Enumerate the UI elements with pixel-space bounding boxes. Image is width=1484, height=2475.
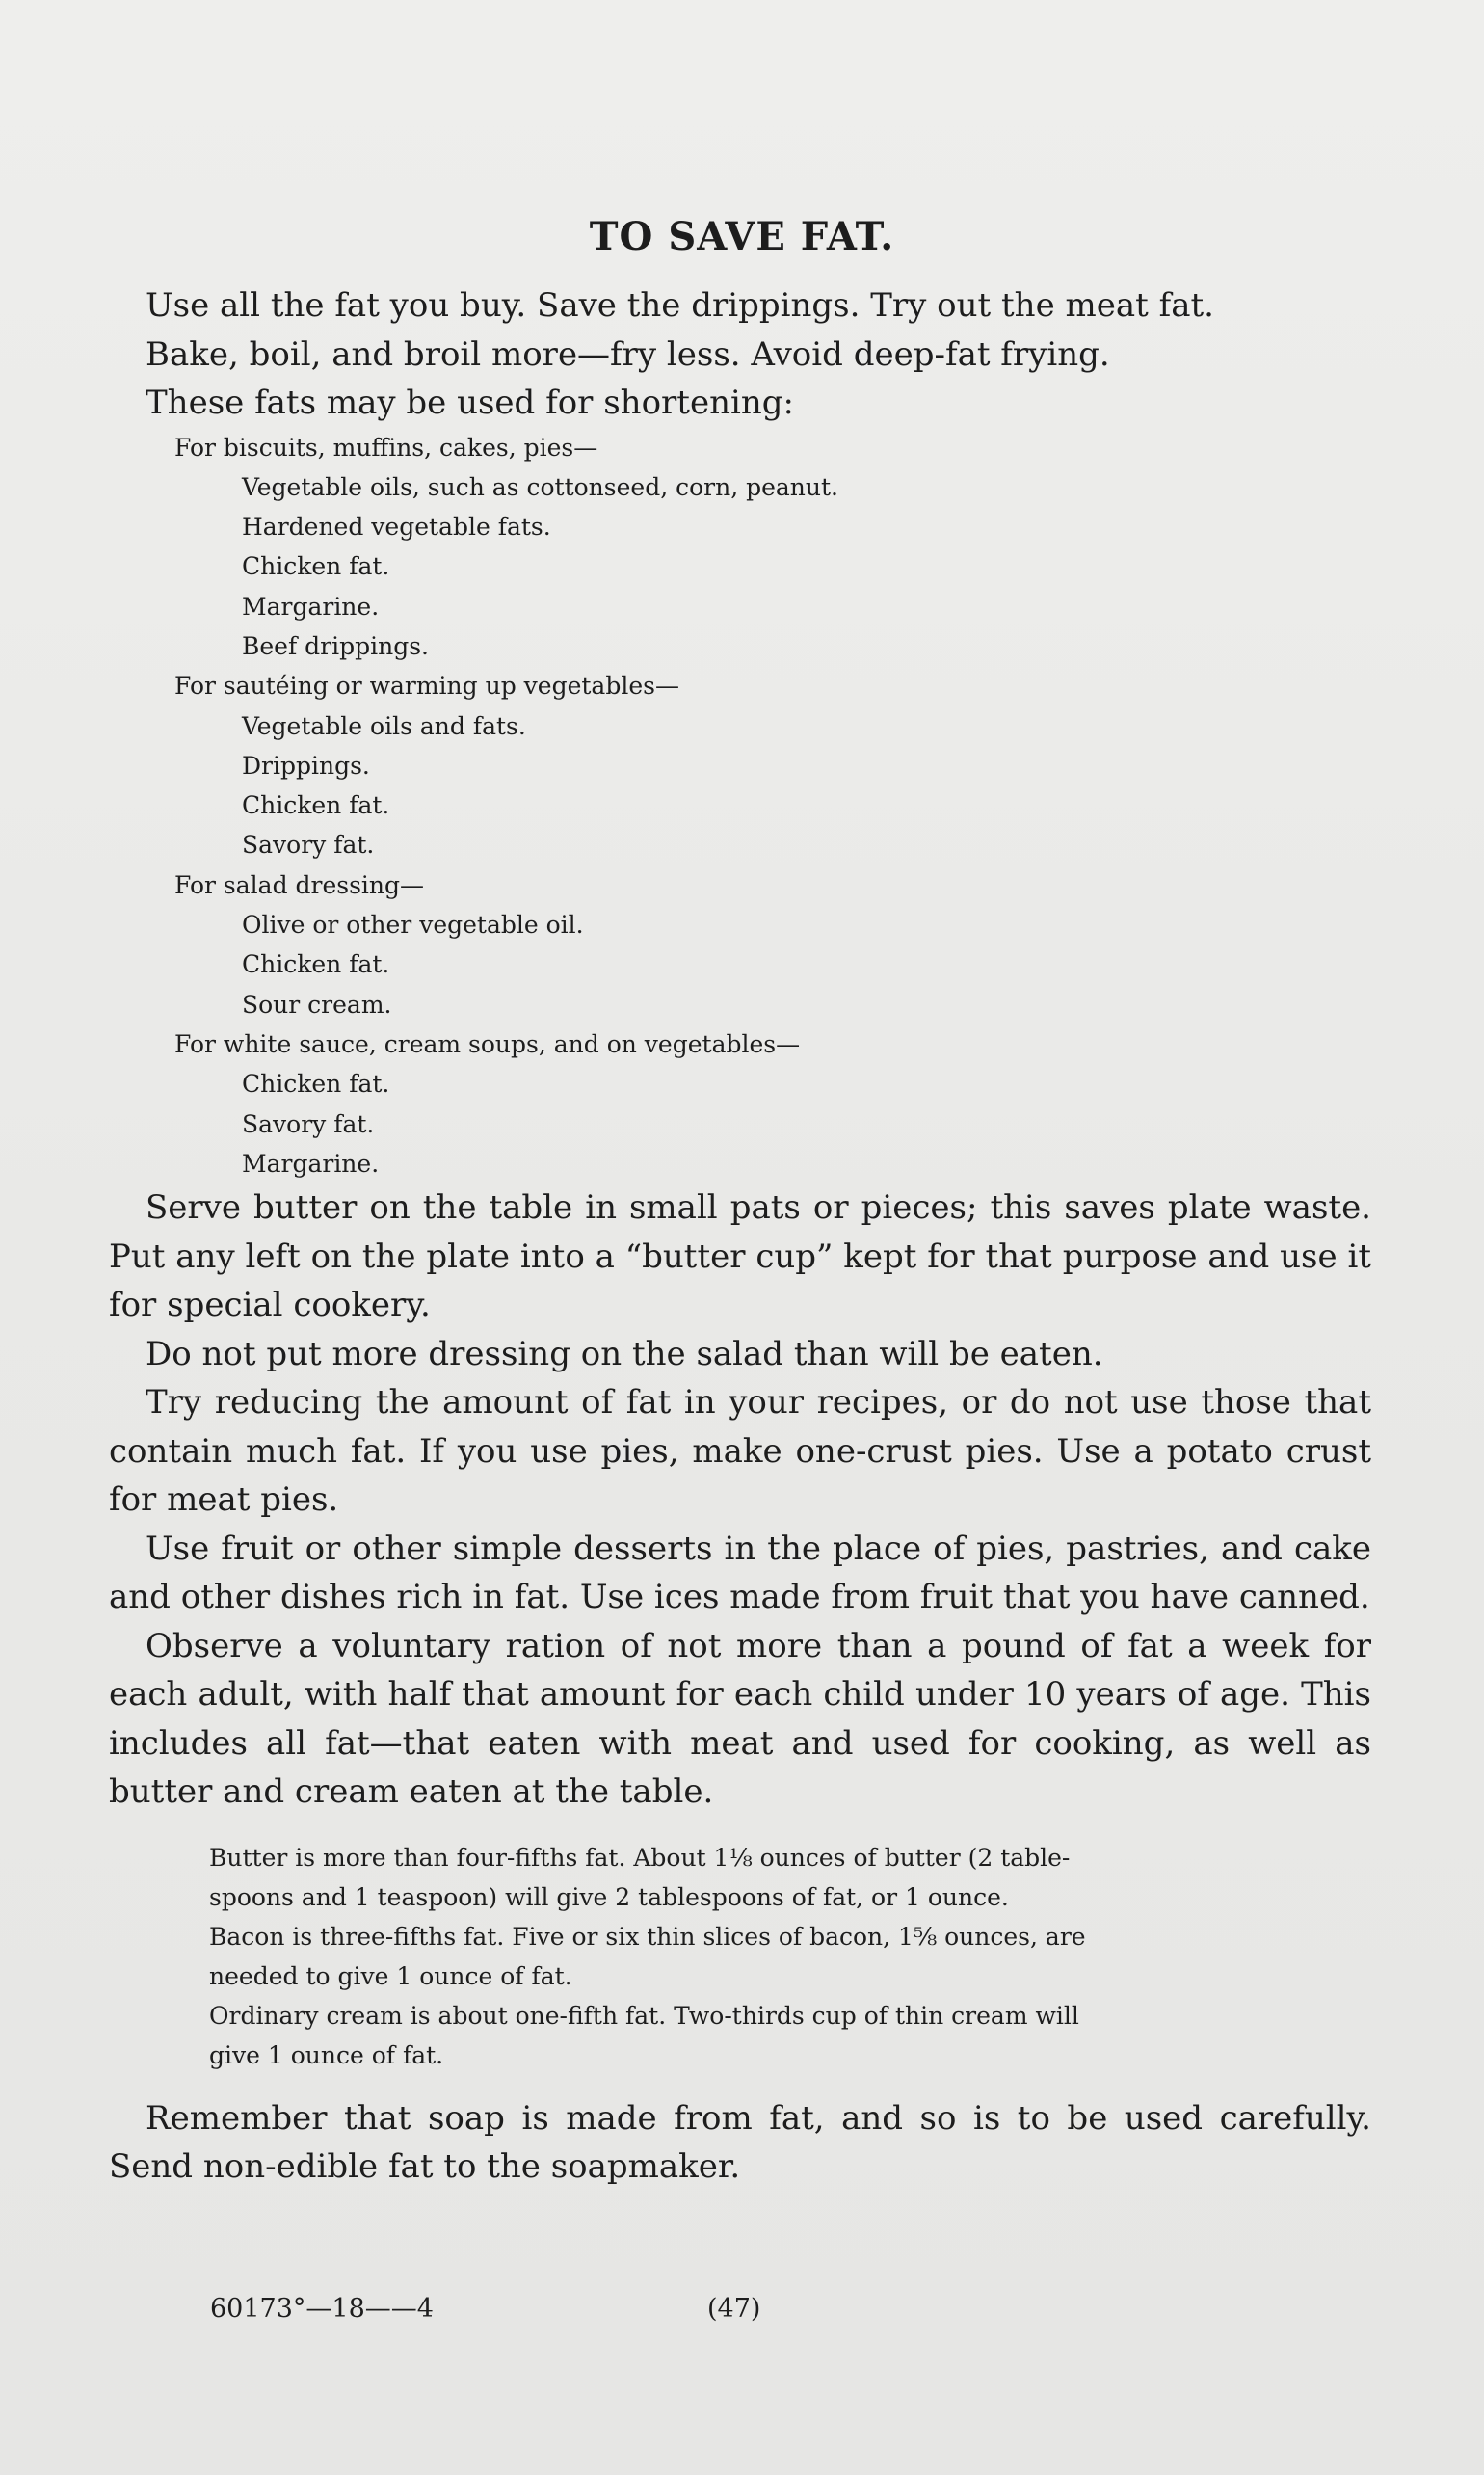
- fat-list-sauteing: [109, 666, 1371, 865]
- page-title: TO SAVE FAT.: [589, 214, 895, 259]
- list-item: Chicken fat.: [242, 1070, 390, 1099]
- note-cream: [209, 1996, 1371, 2075]
- note-line: Bacon is three-fifths fat. Five or six thin slices of bacon, 1⅝ ounces, are: [209, 1922, 1086, 1951]
- page-number: (47): [707, 2294, 761, 2324]
- note-line: Butter is more than four-fifths fat. About 1⅛ ounces of butter (2 table-: [209, 1843, 1071, 1872]
- fat-list-white-sauce: [109, 1025, 1371, 1184]
- list-item: Savory fat.: [242, 831, 375, 860]
- list-heading: For biscuits, muffins, cakes, pies—: [174, 433, 598, 462]
- list-item: Beef drippings.: [242, 631, 429, 660]
- paragraph-shortening: These fats may be used for shortening:: [146, 384, 794, 422]
- paragraph-soap: Remember that soap is made from fat, and so is to be used carefully. Send non-edible fat to the soapmaker.: [109, 2098, 1371, 2187]
- list-item: Hardened vegetable fats.: [242, 513, 551, 542]
- paragraph-serve-butter: Serve butter on the table in small pats or pieces; this saves plate waste. Put any left on the plate into a “butter cup” kept for that purpose and use it for special cookery.: [109, 1188, 1371, 1325]
- fat-list-salad-dressing: [109, 865, 1371, 1025]
- list-item: Vegetable oils and fats.: [242, 711, 526, 740]
- note-line: needed to give 1 ounce of fat.: [209, 1961, 572, 1990]
- note-butter: [209, 1838, 1371, 1917]
- list-heading: For white sauce, cream soups, and on vegetables—: [174, 1029, 801, 1058]
- list-item: Chicken fat.: [242, 552, 390, 581]
- list-item: Savory fat.: [242, 1109, 375, 1138]
- list-item: Chicken fat.: [242, 950, 390, 979]
- note-line: Ordinary cream is about one-fifth fat. Two-thirds cup of thin cream will: [209, 2001, 1079, 2030]
- print-code: 60173°—18——4: [210, 2294, 434, 2324]
- paragraph-use-all-fat: Use all the fat you buy. Save the drippings. Try out the meat fat.: [146, 286, 1214, 325]
- list-item: Chicken fat.: [242, 791, 390, 820]
- list-heading: For salad dressing—: [174, 870, 425, 899]
- paragraph-reduce-fat: Try reducing the amount of fat in your recipes, or do not use those that contain much fat. If you use pies, make one-crust pies. Use a potato crust for meat pies.: [109, 1383, 1371, 1520]
- note-line: give 1 ounce of fat.: [209, 2040, 444, 2069]
- paragraph-simple-desserts: Use fruit or other simple desserts in the place of pies, pastries, and cake and other dishes rich in fat. Use ices made from fruit that you have canned.: [109, 1529, 1371, 1617]
- list-item: Olive or other vegetable oil.: [242, 911, 584, 940]
- list-item: Drippings.: [242, 751, 370, 780]
- note-line: spoons and 1 teaspoon) will give 2 tablespoons of fat, or 1 ounce.: [209, 1882, 1009, 1911]
- paragraph-voluntary-ration: Observe a voluntary ration of not more than a pound of fat a week for each adult, with half that amount for each child under 10 years of age. This includes all fat—that eaten with meat and used for cooking, as well as butter and cream eaten at the table.: [109, 1626, 1371, 1812]
- paragraph-bake-boil: Bake, boil, and broil more—fry less. Avoid deep-fat frying.: [146, 334, 1110, 374]
- body-text: [109, 281, 1371, 2192]
- fat-list-biscuits: [109, 428, 1371, 667]
- list-item: Vegetable oils, such as cottonseed, corn, peanut.: [242, 472, 838, 501]
- list-item: Margarine.: [242, 1149, 380, 1178]
- fat-content-notes: [109, 1838, 1371, 2075]
- note-bacon: [209, 1917, 1371, 1996]
- list-item: Sour cream.: [242, 990, 392, 1019]
- paragraph-salad-dressing: Do not put more dressing on the salad than will be eaten.: [146, 1334, 1103, 1373]
- list-heading: For sautéing or warming up vegetables—: [174, 672, 679, 701]
- list-item: Margarine.: [242, 592, 380, 621]
